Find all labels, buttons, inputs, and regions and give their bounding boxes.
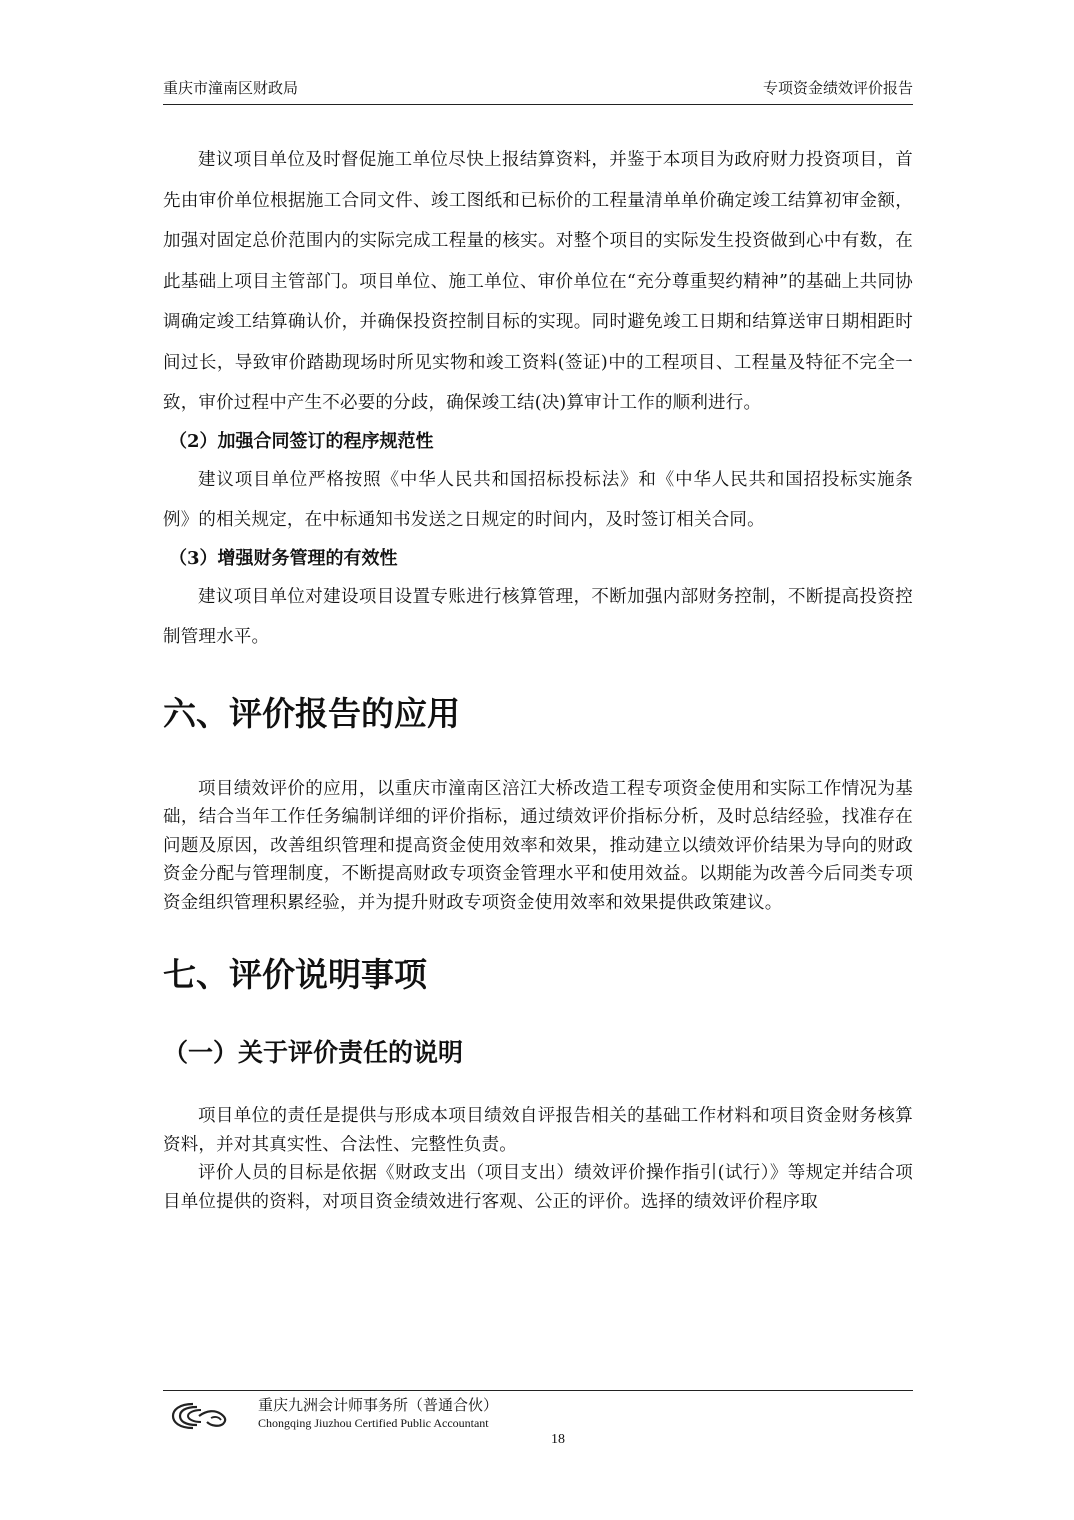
- paragraph-unit-responsibility: 项目单位的责任是提供与形成本项目绩效自评报告相关的基础工作材料和项目资金财务核算资料，并对其真实性、合法性、完整性负责。: [163, 1106, 913, 1155]
- section-heading-report-application: 六、评价报告的应用: [163, 693, 460, 733]
- page-body: [163, 140, 913, 1216]
- page-header: [163, 76, 913, 105]
- header-agency: 重庆市潼南区财政局: [163, 79, 299, 97]
- subsection-heading-responsibility: （一）关于评价责任的说明: [163, 1038, 464, 1067]
- footer-rule: [163, 1390, 913, 1391]
- header-report-title: 专项资金绩效评价报告: [762, 79, 913, 97]
- paragraph-settlement-advice: 建议项目单位及时督促施工单位尽快上报结算资料，并鉴于本项目为政府财力投资项目，首先由审价单位根据施工合同文件、竣工图纸和已标价的工程量清单单价确定竣工结算初审金额，加强对固定总价范围内的实际完成工程量的核实。对整个项目的实际发生投资做到心中有数，在此基础上项目主管部门。项目单位、施工单位、审价单位在“充分尊重契约精神”的基础上共同协调确定竣工结算确认价，并确保投资控制目标的实现。同时避免竣工日期和结算送审日期相距时间过长，导致审价踏勘现场时所见实物和竣工资料(签证)中的工程项目、工程量及特征不完全一致，审价过程中产生不必要的分歧，确保竣工结(决)算审计工作的顺利进行。: [163, 150, 913, 413]
- subheading-financial-management: （3）增强财务管理的有效性: [169, 547, 398, 569]
- page-number: 18: [551, 1432, 565, 1447]
- paragraph-financial-advice: 建议项目单位对建设项目设置专账进行核算管理，不断加强内部财务控制，不断提高投资控制管理水平。: [163, 586, 913, 647]
- footer-firm-name-cn: 重庆九洲会计师事务所（普通合伙）: [258, 1396, 499, 1414]
- subheading-contract-signing: （2）加强合同签订的程序规范性: [169, 430, 434, 452]
- section-heading-evaluation-notes: 七、评价说明事项: [163, 955, 427, 994]
- page-footer: [163, 1390, 913, 1447]
- paragraph-evaluator-objective: 评价人员的目标是依据《财政支出（项目支出）绩效评价操作指引(试行）》等规定并结合项目单位提供的资料，对项目资金绩效进行客观、公正的评价。选择的绩效评价程序取: [163, 1163, 913, 1212]
- paragraph-contract-advice: 建议项目单位严格按照《中华人民共和国招标投标法》和《中华人民共和国招投标实施条例》的相关规定，在中标通知书发送之日规定的时间内，及时签订相关合同。: [163, 469, 913, 530]
- firm-logo-icon: [171, 1400, 229, 1432]
- footer-firm-name-en: Chongqing Jiuzhou Certified Public Accountant: [258, 1416, 489, 1430]
- paragraph-report-application: 项目绩效评价的应用，以重庆市潼南区涪江大桥改造工程专项资金使用和实际工作情况为基础，结合当年工作任务编制详细的评价指标，通过绩效评价指标分析，及时总结经验，找准存在问题及原因，改善组织管理和提高资金使用效率和效果，推动建立以绩效评价结果为导向的财政资金分配与管理制度，不断提高财政专项资金管理水平和使用效益。以期能为改善今后同类专项资金组织管理积累经验，并为提升财政专项资金使用效率和效果提供政策建议。: [163, 778, 913, 913]
